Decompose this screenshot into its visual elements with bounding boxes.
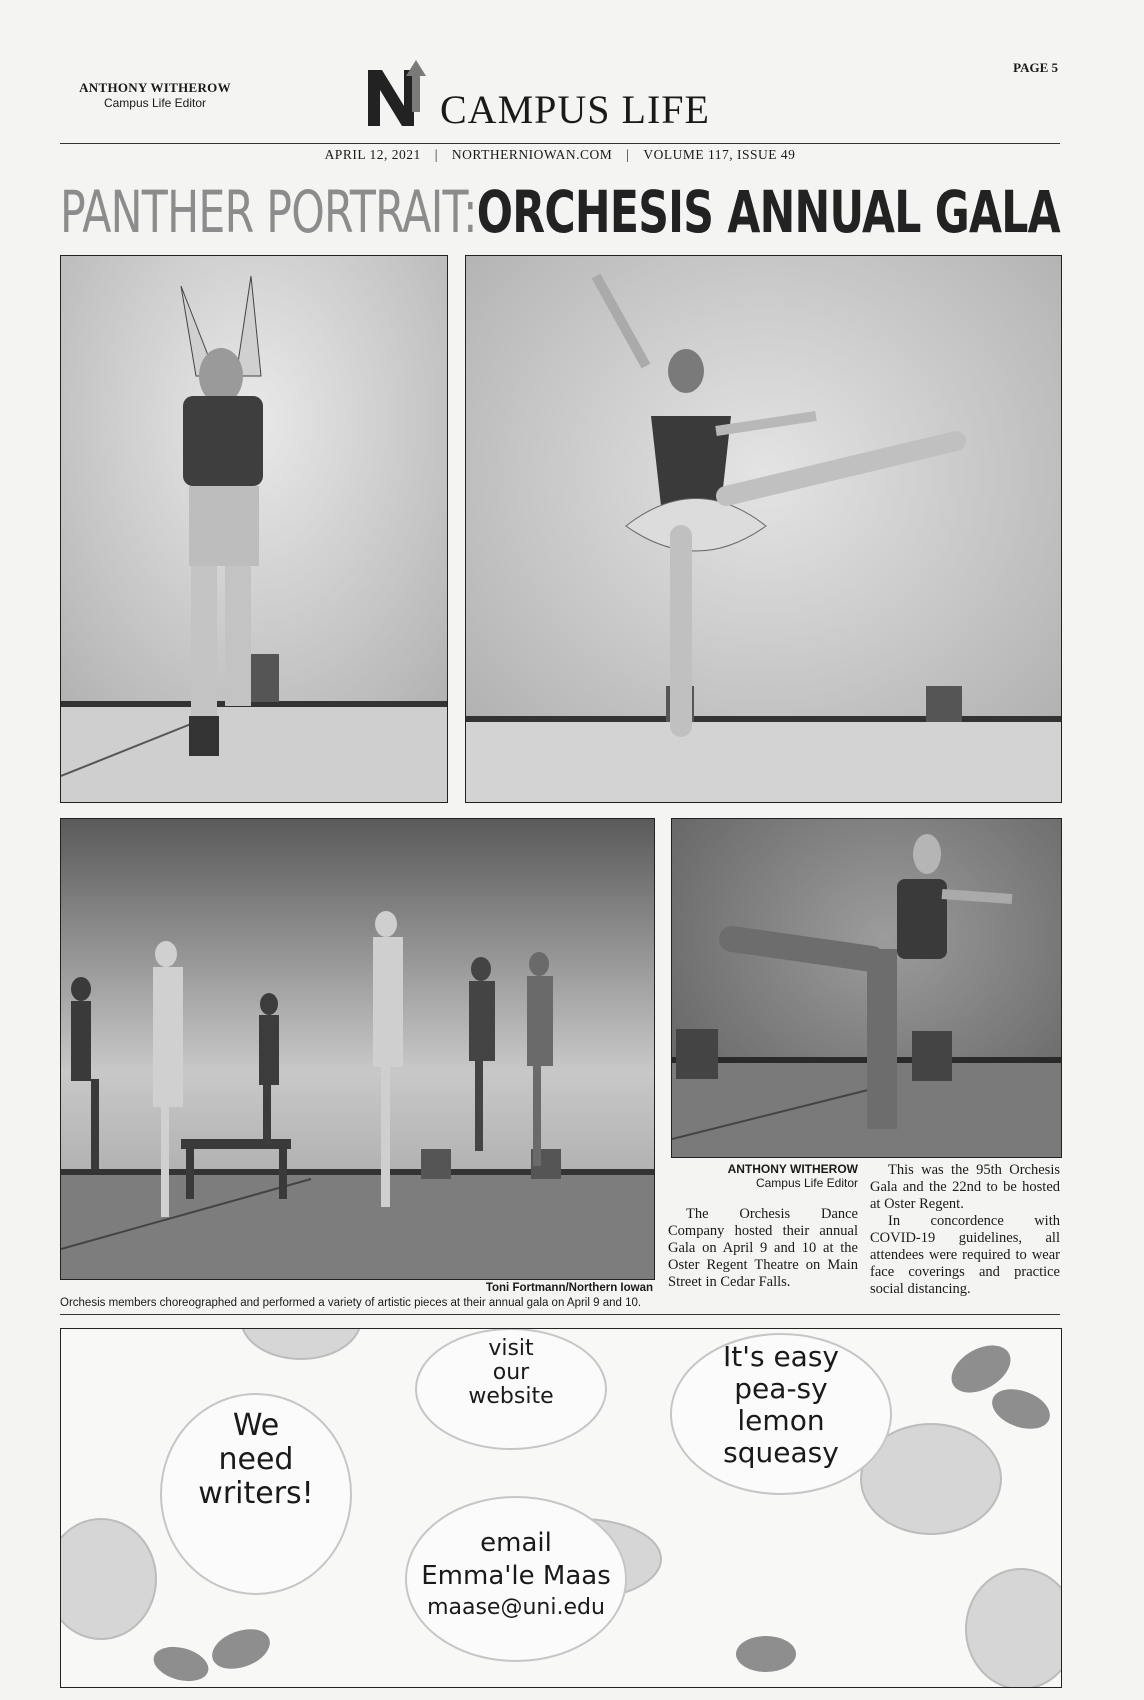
ad-line: pea-sy <box>734 1372 828 1405</box>
editor-name: ANTHONY WITHEROW <box>79 80 231 95</box>
editor-title: Campus Life Editor <box>103 96 207 110</box>
ad-line: website <box>468 1384 554 1409</box>
ad-bubble-slogan <box>686 1341 876 1469</box>
ad-line: writers! <box>198 1476 314 1511</box>
ad-line: We <box>232 1408 280 1443</box>
article-byline <box>668 1162 858 1190</box>
issue-date: APRIL 12, 2021 <box>324 147 421 162</box>
ad-line: It's easy <box>723 1340 839 1373</box>
article-paragraph: This was the 95th Orchesis Gala and the 22nd to be hosted at Oster Regent. <box>870 1162 1060 1212</box>
page-number: PAGE 5 <box>1013 60 1058 75</box>
ad-bubble-writers <box>181 1409 331 1511</box>
article-paragraph: The Orchesis Dance Company hosted their annual Gala on April 9 and 10 at the Oster Regent Theatre on Main Street in Cedar Falls. <box>668 1206 858 1290</box>
photo-ballerina-arabesque <box>465 255 1062 803</box>
masthead <box>360 56 760 136</box>
photo-caption: Orchesis members choreographed and performed a variety of artistic pieces at their annual gala on April 9 and 10. <box>60 1297 642 1309</box>
volume-issue: VOLUME 117, ISSUE 49 <box>643 147 796 162</box>
article-paragraph: In concordence with COVID-19 guidelines, all attendees were required to wear face coverings and practice social distancing. <box>870 1213 1060 1297</box>
website-link[interactable]: NORTHERNIOWAN.COM <box>451 147 613 162</box>
ad-line: need <box>218 1442 294 1477</box>
article-column-2 <box>870 1162 1060 1298</box>
article-author: ANTHONY WITHEROW <box>727 1162 858 1176</box>
northern-iowan-logo-icon <box>360 56 440 136</box>
ad-line: our <box>492 1360 530 1385</box>
photo-group-performance <box>60 818 655 1280</box>
headline-title: ORCHESIS ANNUAL GALA <box>476 178 1060 246</box>
ad-line: squeasy <box>723 1436 839 1469</box>
ad-line: email <box>480 1528 552 1558</box>
editor-byline <box>60 80 250 110</box>
ad-line: visit <box>488 1336 534 1361</box>
photo-credit: Toni Fortmann/Northern Iowan <box>485 1282 653 1294</box>
section-title: CAMPUS LIFE <box>440 87 710 132</box>
article-bottom-rule <box>60 1314 1060 1315</box>
ad-bubble-website <box>436 1337 586 1409</box>
article-author-title: Campus Life Editor <box>755 1176 858 1190</box>
writers-wanted-ad <box>60 1328 1062 1688</box>
ad-contact-name: Emma'le Maas <box>421 1561 611 1591</box>
ad-contact-email[interactable]: maase@uni.edu <box>427 1595 605 1620</box>
dateline: APRIL 12, 2021 | NORTHERNIOWAN.COM | VOLUME 117, ISSUE 49 <box>324 147 796 162</box>
headline-series: PANTHER PORTRAIT: <box>60 178 477 246</box>
header-rule <box>60 143 1060 144</box>
ad-line: lemon <box>737 1404 825 1437</box>
ad-bubble-contact <box>416 1527 616 1623</box>
photo-dancer-lunge <box>671 818 1062 1158</box>
article-column-1 <box>668 1206 858 1291</box>
page-headline <box>60 176 1060 248</box>
photo-dancer-arms-raised <box>60 255 448 803</box>
